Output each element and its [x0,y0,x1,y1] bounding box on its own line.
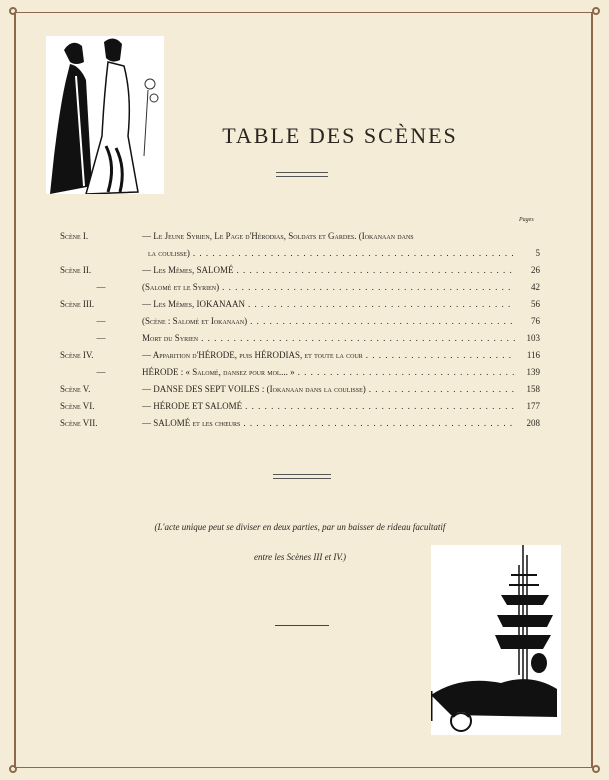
toc-entry-text: Mort du Syrien [142,333,199,343]
toc-entry-label: — [96,316,106,326]
toc-entry-text: (Scène : Salomé et Iokanaan) [142,316,248,326]
toc-entry [60,398,540,415]
toc-entry-text: — Les Mêmes, SALOMÉ [142,265,234,275]
toc-entry-page: 56 [531,299,540,309]
toc-entry-text: — Apparition d'HÉRODE, puis HÉRODIAS, et toute la cour [142,350,363,360]
corner-ornament [6,762,20,776]
toc-entry-text: — HÉRODE ET SALOMÉ [142,401,243,411]
toc-entry-label: — [96,367,106,377]
toc-entry-page: 177 [526,401,540,411]
toc-entry [60,279,540,296]
toc-entry-label: Scène IV. [60,350,94,360]
toc-entry [60,245,540,262]
toc-entry-label: Scène VII. [60,418,98,428]
title-divider [276,172,328,177]
toc-entry [60,228,540,245]
page-title: TABLE DES SCÈNES [222,123,458,148]
toc-entry [60,381,540,398]
toc-entry-page: 26 [531,265,540,275]
toc-entry-label: Scène III. [60,299,95,309]
note-line-2: entre les Scènes III et IV.) [254,552,346,562]
note-line-1: (L'acte unique peut se diviser en deux parties, par un baisser de rideau facultatif [154,522,446,532]
toc-entry [60,313,540,330]
toc-entry [60,330,540,347]
toc-entry-page: 42 [531,282,540,292]
toc-entry-text: (Salomé et le Syrien) [142,282,220,292]
toc-entry-text: — Le Jeune Syrien, Le Page d'Hérodias, Soldats et Gardes. (Iokanaan dans [142,231,414,241]
toc-entry-page: 76 [531,316,540,326]
corner-ornament [589,4,603,18]
toc-entry-page: 158 [526,384,540,394]
toc-entry-page: 139 [526,367,540,377]
toc-entry-label: Scène II. [60,265,92,275]
section-divider [273,474,331,479]
toc-entry [60,415,540,432]
toc-entry-text: la coulisse) [148,248,190,258]
toc-entry-label: — [96,282,106,292]
corner-ornament [6,4,20,18]
toc-entry-page: 5 [535,248,540,258]
toc-entry [60,364,540,381]
toc-entry-page: 116 [526,350,540,360]
toc-entry-label: — [96,333,106,343]
illustration-figures [46,36,164,194]
toc-entry [60,347,540,364]
toc-entry [60,262,540,279]
toc-entry-label: Scène I. [60,231,89,241]
corner-ornament [589,762,603,776]
pages-column-header: Pages [519,217,534,223]
toc-entry-text: — Les Mêmes, IOKANAAN [142,299,245,309]
illustration-salome [431,545,561,735]
toc-entry-text: HÉRODE : « Salomé, dansez pour moi.... » [142,367,295,377]
toc-entry-page: 208 [526,418,540,428]
end-divider [275,625,329,626]
toc-entry [60,296,540,313]
toc-entry-text: — SALOMÉ et les chœurs [142,418,241,428]
table-of-contents [60,228,540,432]
toc-entry-label: Scène VI. [60,401,95,411]
toc-entry-text: — DANSE DES SEPT VOILES : (Iokanaan dans la coulisse) [142,384,366,394]
toc-entry-label: Scène V. [60,384,91,394]
toc-entry-page: 103 [526,333,540,343]
